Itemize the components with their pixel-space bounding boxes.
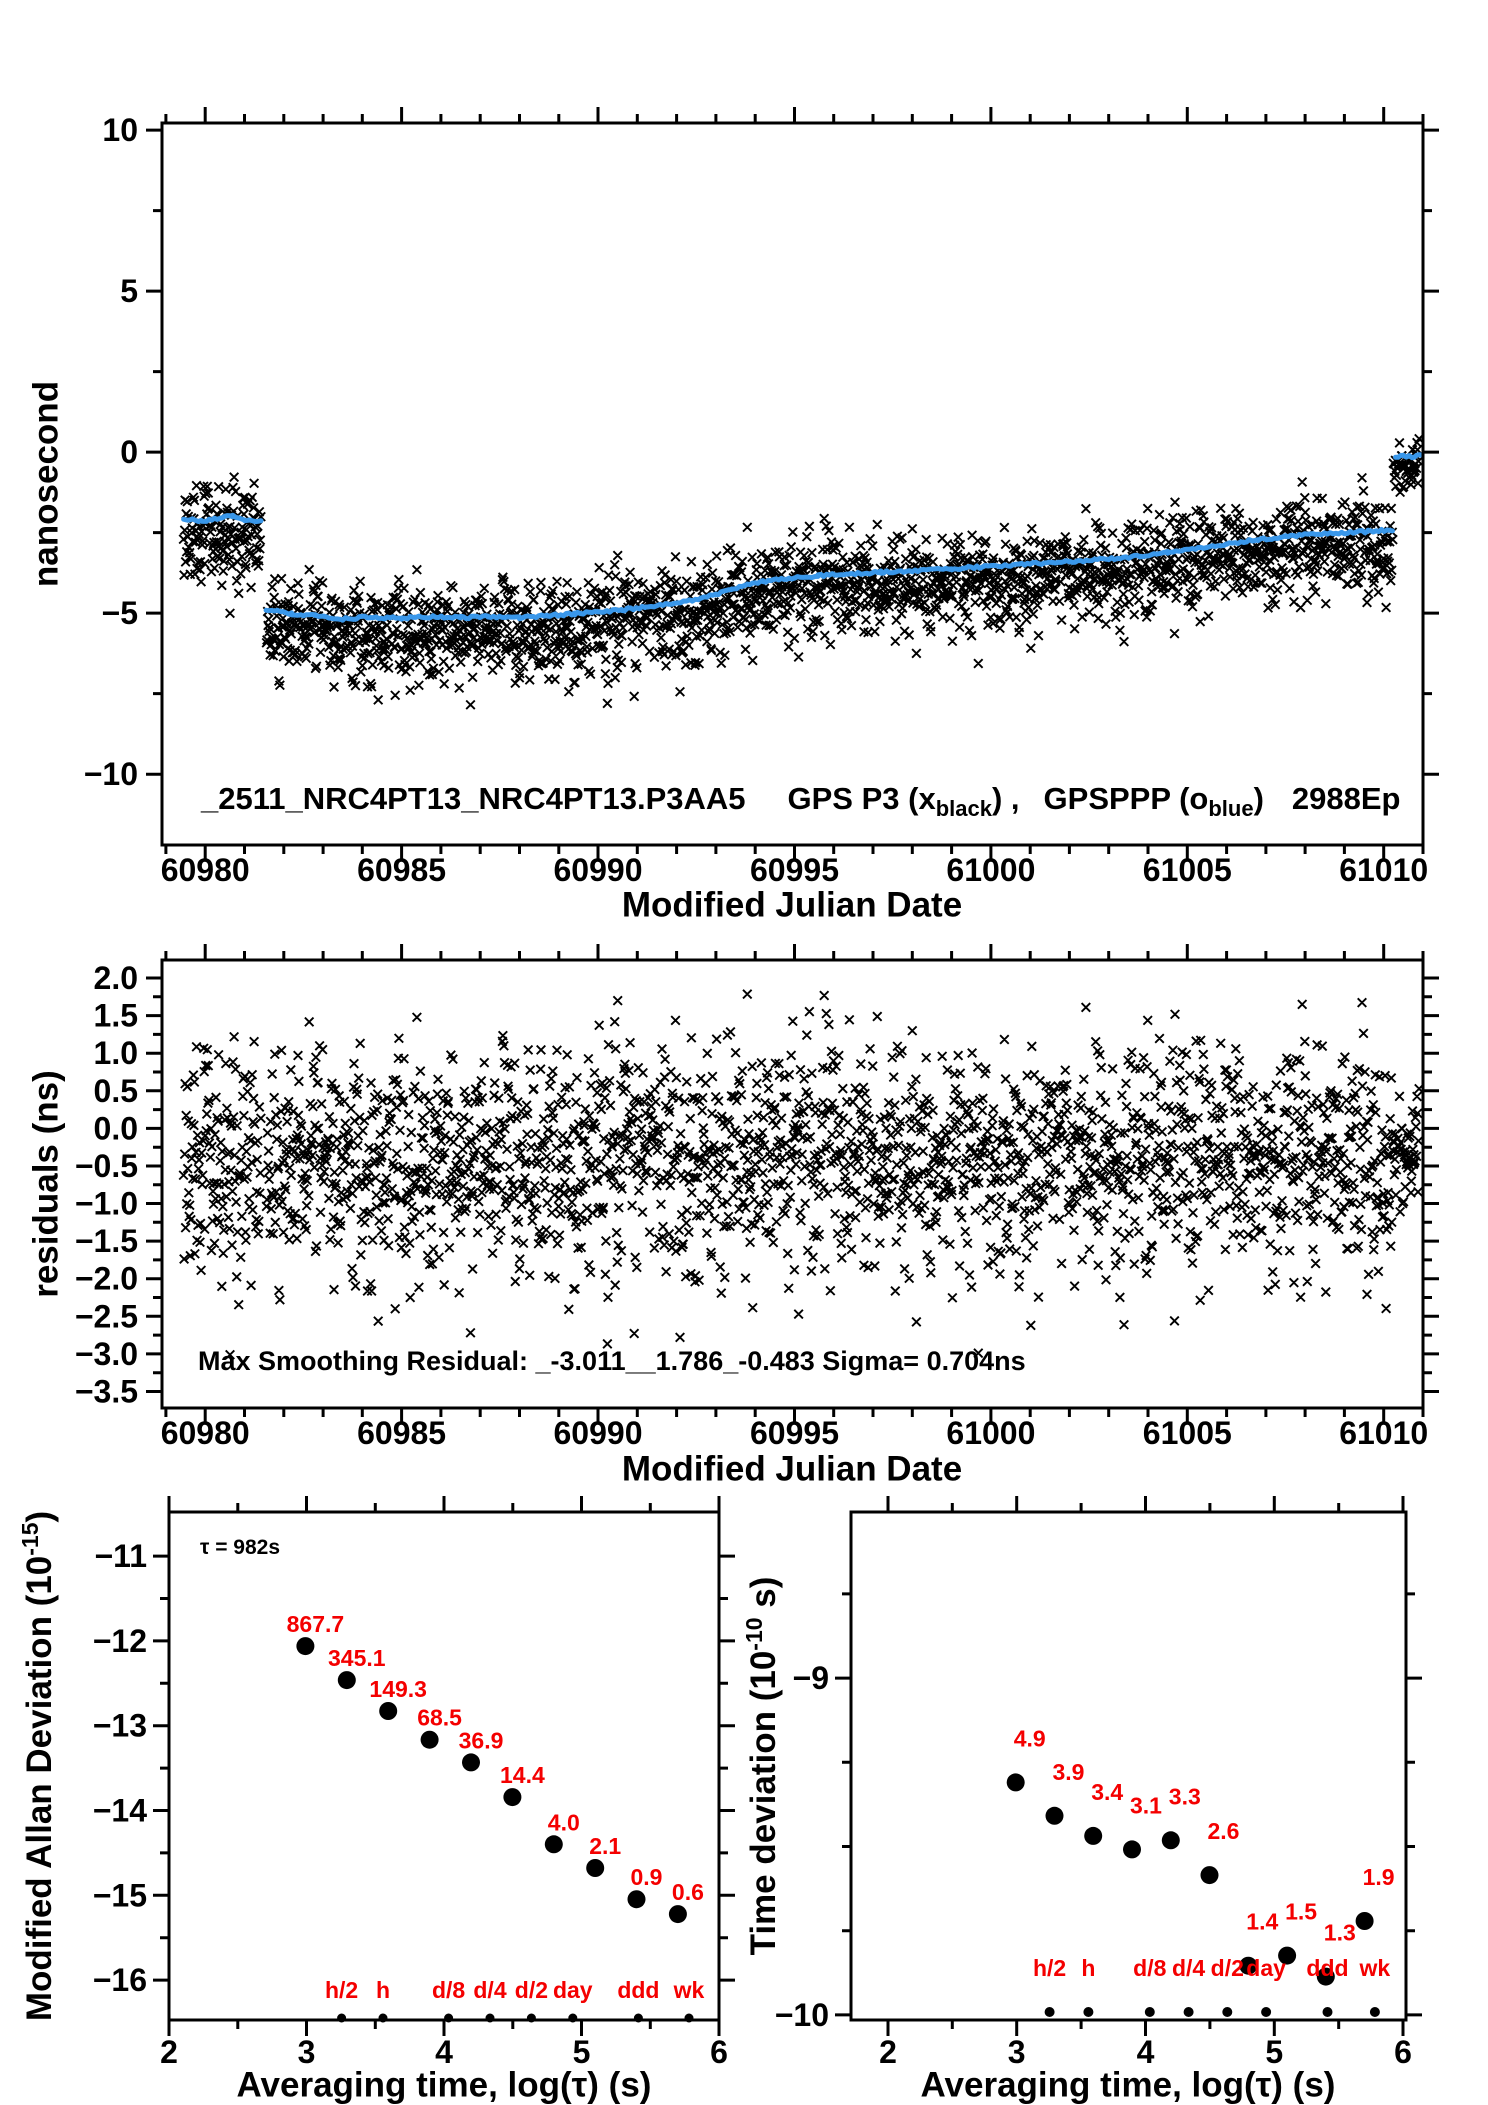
mdev-tau-label: d/8	[431, 1977, 466, 2003]
y-tick-label: −12	[92, 1622, 147, 1659]
y-tick-label: −1.0	[74, 1185, 138, 1222]
mdev-value-label: 36.9	[458, 1727, 504, 1754]
mdev-value-label: 68.5	[417, 1704, 462, 1731]
title-fragment: -15	[17, 1522, 43, 1556]
tdev-value-label: 3.1	[1130, 1792, 1162, 1819]
x-tick-label: 61000	[946, 852, 1036, 888]
title-fragment: )	[1253, 781, 1264, 816]
y-tick-label: −16	[92, 1962, 147, 1999]
tdev-value-label: 2.6	[1207, 1818, 1240, 1845]
mdev-point	[296, 1637, 314, 1655]
x-tick-label: 2	[879, 2034, 897, 2070]
tdev-tick-labels	[775, 1660, 1412, 2070]
mdev-value-label: 2.1	[589, 1833, 622, 1859]
mdev-tau-label: d/4	[473, 1977, 507, 2003]
mdev-x-axis-title: Averaging time, log(τ) (s)	[236, 2065, 652, 2105]
mdev-tau-label: d/2	[514, 1977, 549, 2003]
y-tick-label: 0.5	[93, 1072, 138, 1109]
x-tick-label: 4	[1136, 2034, 1155, 2070]
top-panel-data	[179, 434, 1423, 709]
tdev-tau-dot	[1145, 2007, 1155, 2017]
title-fragment: -10	[741, 1617, 767, 1651]
y-tick-label: −2.0	[74, 1260, 138, 1297]
y-tick-label: −13	[92, 1707, 147, 1744]
tdev-tau-label: d/2	[1210, 1955, 1244, 1981]
gps-comparison-tick-labels	[84, 112, 1428, 888]
title-fragment: ) ,	[991, 781, 1020, 816]
mdev-frame	[153, 1496, 735, 2036]
y-tick-label: −2.5	[74, 1298, 138, 1335]
x-tick-label: 3	[297, 2034, 316, 2070]
mdev-tau-label: ddd	[617, 1977, 660, 2003]
title-fragment: Modified Allan Deviation (10	[20, 1555, 59, 2022]
tdev-tau-label: d/8	[1133, 1955, 1167, 1981]
tdev-tau-label: h	[1081, 1955, 1096, 1981]
mdev-point	[421, 1731, 439, 1749]
max-smoothing-annotation: Max Smoothing Residual: _-3.011__1.786_-0.483 Sigma= 0.704ns	[198, 1346, 1026, 1376]
y-tick-label: 10	[102, 112, 138, 149]
tdev-value-label: 3.9	[1052, 1758, 1085, 1785]
x-tick-label: 61000	[946, 1415, 1036, 1451]
mdev-tau-label: wk	[673, 1977, 705, 2003]
mdev-value-label: 4.0	[547, 1809, 580, 1836]
y-tick-label: −10	[774, 1996, 829, 2033]
x-tick-label: 61010	[1339, 852, 1429, 888]
gps-comparison-frame	[146, 107, 1439, 861]
x-tick-label: 60985	[357, 1415, 447, 1451]
x-tick-label: 60995	[750, 1415, 839, 1451]
x-tick-label: 61005	[1142, 852, 1232, 888]
mdev-value-label: 0.9	[630, 1864, 663, 1891]
title-fragment: _2511_NRC4PT13_NRC4PT13.P3AA5	[201, 781, 746, 816]
tdev-tau-label: d/4	[1171, 1955, 1206, 1981]
tdev-value-label: 3.4	[1091, 1778, 1124, 1805]
gps-p3-scatter	[179, 434, 1423, 709]
x-tick-label: 5	[572, 2034, 591, 2070]
mdev-value-label: 14.4	[500, 1762, 545, 1789]
tdev-tau-dot	[1261, 2007, 1271, 2017]
y-tick-label: −3.0	[74, 1335, 138, 1372]
x-tick-label: 60990	[553, 852, 643, 888]
tdev-tau-dot	[1045, 2007, 1055, 2017]
x-tick-label: 61010	[1339, 1415, 1429, 1451]
tdev-value-label: 1.3	[1323, 1919, 1356, 1946]
tdev-value-label: 1.4	[1246, 1908, 1279, 1935]
mdev-point	[462, 1753, 480, 1771]
title-fragment: GPSPPP (o	[1043, 781, 1209, 816]
tdev-tau-dot	[1222, 2007, 1232, 2017]
y-tick-label: −14	[92, 1792, 147, 1829]
mdev-point	[379, 1702, 397, 1720]
axis-ticks	[146, 107, 1439, 861]
x-tick-label: 60990	[553, 1415, 643, 1451]
y-tick-label: 0	[120, 434, 138, 471]
x-tick-label: 60980	[160, 1415, 250, 1451]
mdev-value-label: 0.6	[671, 1879, 704, 1906]
tdev-tau-label: wk	[1359, 1955, 1391, 1981]
residuals-panel-data	[179, 990, 1423, 1359]
gpsppp-smooth-line	[184, 515, 261, 521]
tdev-x-axis-title: Averaging time, log(τ) (s)	[920, 2065, 1336, 2105]
tdev-y-axis-title	[743, 1577, 781, 1956]
tdev-value-label: 1.9	[1362, 1864, 1395, 1890]
mdev-point	[503, 1788, 521, 1806]
tdev-point	[1046, 1807, 1064, 1825]
tdev-point	[1201, 1866, 1219, 1884]
mdev-point	[545, 1835, 563, 1853]
tdev-tau-label: day	[1246, 1955, 1286, 1981]
mdev-tau-label: h/2	[324, 1977, 359, 2003]
title-fragment: s)	[744, 1576, 783, 1618]
tdev-point	[1084, 1827, 1102, 1845]
y-tick-label: −5	[101, 595, 138, 632]
y-tick-label: −15	[92, 1877, 147, 1914]
mdev-value-label: 867.7	[286, 1611, 345, 1638]
mdev-point	[669, 1905, 687, 1923]
title-fragment: blue	[1208, 796, 1254, 821]
y-tick-label: 5	[120, 273, 138, 310]
tdev-tau-label: ddd	[1306, 1955, 1349, 1981]
x-tick-label: 60985	[357, 852, 447, 888]
mdev-value-label: 345.1	[328, 1645, 386, 1672]
x-tick-label: 2	[160, 2034, 178, 2070]
y-tick-label: −1.5	[74, 1223, 138, 1260]
x-tick-label: 3	[1007, 2034, 1026, 2070]
tdev-value-label: 3.3	[1168, 1783, 1201, 1810]
x-tick-label: 5	[1265, 2034, 1284, 2070]
tdev-point	[1162, 1831, 1180, 1849]
tdev-tau-dot	[1083, 2007, 1093, 2017]
top-panel-title	[201, 783, 1400, 820]
title-fragment: GPS P3 (x	[787, 781, 936, 816]
y-tick-label: 2.0	[93, 960, 138, 996]
y-tick-label: 0.0	[93, 1110, 138, 1147]
y-tick-label: −11	[94, 1538, 147, 1575]
tdev-value-label: 4.9	[1013, 1725, 1046, 1752]
mdev-y-axis-title	[19, 1511, 57, 2021]
mdev-panel-data	[287, 1611, 705, 2022]
top-x-axis-title: Modified Julian Date	[621, 885, 963, 925]
y-tick-label: −3.5	[74, 1373, 138, 1410]
y-tick-label: 1.0	[93, 1035, 138, 1072]
title-fragment: 2988Ep	[1291, 781, 1401, 816]
y-tick-label: −9	[792, 1660, 829, 1697]
y-tick-label: −10	[83, 756, 138, 793]
tdev-panel-data	[1007, 1725, 1395, 2017]
tdev-tau-dot	[1370, 2007, 1380, 2017]
top-y-axis-title: nanosecond	[26, 380, 66, 588]
title-fragment: black	[935, 796, 992, 821]
axis-ticks	[153, 1496, 735, 2036]
y-tick-label: −0.5	[74, 1148, 138, 1184]
tdev-tau-dot	[1184, 2007, 1194, 2017]
tdev-tau-dot	[1323, 2007, 1333, 2017]
gpsppp-smooth-line	[1396, 455, 1422, 458]
tdev-point	[1123, 1840, 1141, 1858]
residuals-y-axis-title: residuals (ns)	[26, 1070, 66, 1298]
tau-annotation: τ = 982s	[200, 1536, 281, 1559]
mdev-tau-label: h	[375, 1977, 391, 2003]
mdev-point	[628, 1890, 646, 1908]
residuals-x-axis-title: Modified Julian Date	[621, 1449, 963, 1489]
x-tick-label: 61005	[1142, 1415, 1232, 1451]
x-tick-label: 4	[435, 2034, 453, 2070]
tdev-value-label: 1.5	[1285, 1898, 1318, 1925]
mdev-value-label: 149.3	[369, 1676, 427, 1702]
title-fragment: Time deviation (10	[744, 1650, 783, 1956]
mdev-point	[338, 1671, 356, 1689]
x-tick-label: 60980	[160, 852, 250, 888]
x-tick-label: 6	[710, 2034, 728, 2070]
tdev-tau-label: h/2	[1032, 1955, 1067, 1981]
tdev-point	[1356, 1912, 1374, 1930]
y-tick-label: 1.5	[93, 997, 138, 1034]
title-fragment: )	[20, 1510, 59, 1523]
x-tick-label: 60995	[750, 852, 839, 888]
x-tick-label: 6	[1394, 2034, 1412, 2070]
mdev-tau-label: day	[552, 1977, 593, 2003]
mdev-point	[586, 1859, 604, 1877]
residuals-scatter	[179, 990, 1423, 1359]
tdev-point	[1007, 1773, 1025, 1791]
